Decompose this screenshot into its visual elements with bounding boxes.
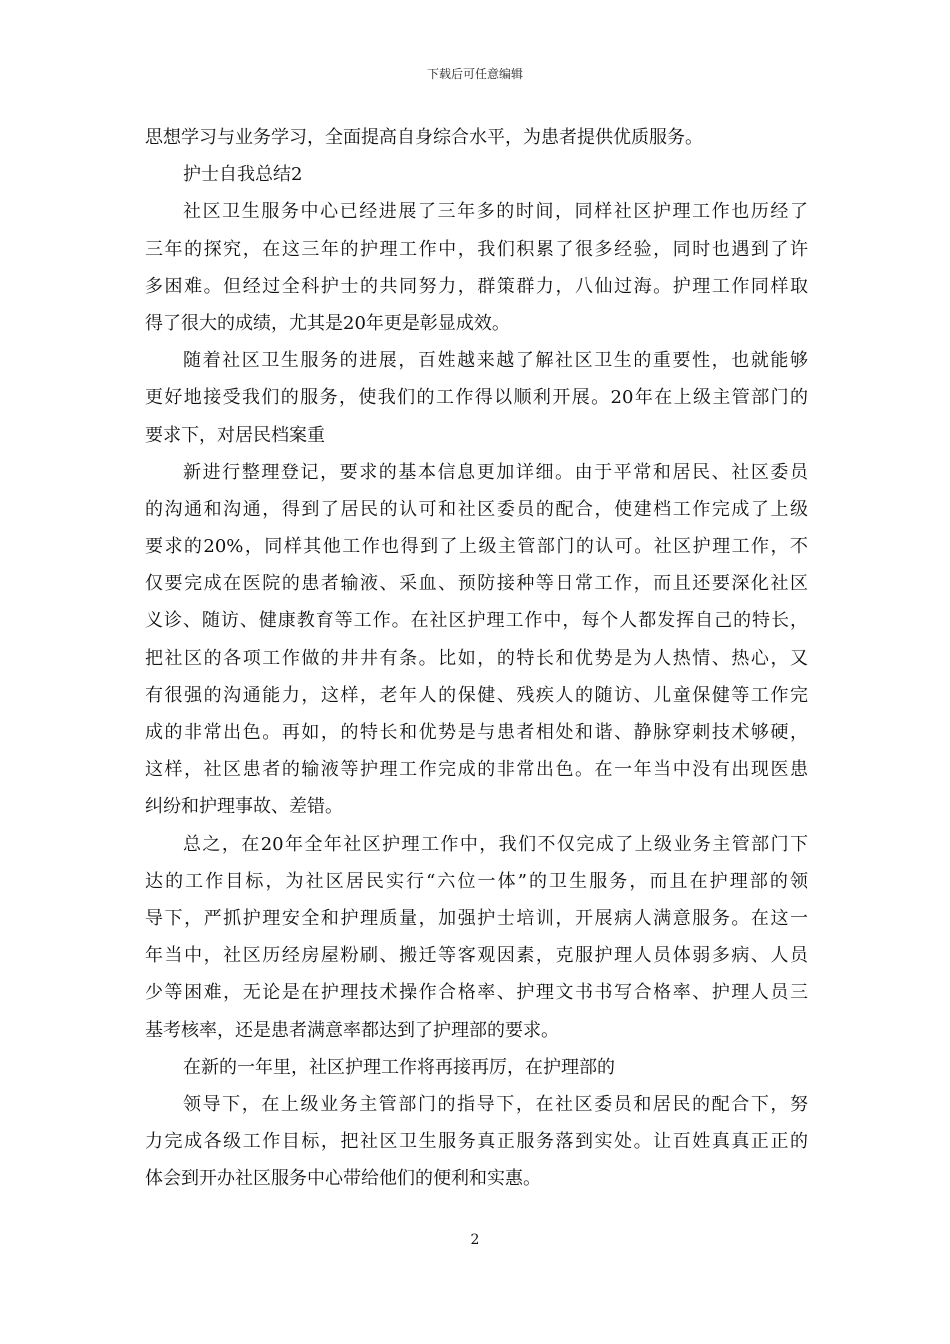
text-line: 三年的探究，在这三年的护理工作中，我们积累了很多经验，同时也遇到了许 xyxy=(145,238,808,260)
text-line: 义诊、随访、健康教育等工作。在社区护理工作中，每个人都发挥自己的特长， xyxy=(145,610,808,632)
text-line: 领导下，在上级业务主管部门的指导下，在社区委员和居民的配合下，努 xyxy=(183,1093,808,1115)
document-body xyxy=(145,119,808,1197)
page-number: 2 xyxy=(470,1232,480,1248)
text-line: 在新的一年里，社区护理工作将再接再厉，在护理部的 xyxy=(183,1056,615,1078)
text-line: 仅要完成在医院的患者输液、采血、预防接种等日常工作，而且还要深化社区 xyxy=(145,573,808,595)
text-line: 要求的20%，同样其他工作也得到了上级主管部门的认可。社区护理工作，不 xyxy=(145,536,808,558)
text-line: 少等困难，无论是在护理技术操作合格率、护理文书书写合格率、护理人员三 xyxy=(145,982,808,1004)
page-header: 下载后可任意编辑 xyxy=(426,67,523,81)
text-line: 导下，严抓护理安全和护理质量，加强护士培训，开展病人满意服务。在这一 xyxy=(145,907,808,929)
text-line: 年当中，社区历经房屋粉刷、搬迁等客观因素，克服护理人员体弱多病、人员 xyxy=(145,945,808,967)
text-line: 成的非常出色。再如，的特长和优势是与患者相处和谐、静脉穿刺技术够硬， xyxy=(145,722,808,743)
text-line: 达的工作目标，为社区居民实行“六位一体”的卫生服务，而且在护理部的领 xyxy=(145,870,808,892)
text-line: 力完成各级工作目标，把社区卫生服务真正服务落到实处。让百姓真真正正的 xyxy=(145,1131,808,1153)
text-line: 把社区的各项工作做的井井有条。比如，的特长和优势是为人热情、热心，又 xyxy=(145,647,808,669)
text-line: 要求下，对居民档案重 xyxy=(145,424,325,446)
text-line: 思想学习与业务学习，全面提高自身综合水平，为患者提供优质服务。 xyxy=(145,127,703,148)
text-line: 社区卫生服务中心已经进展了三年多的时间，同样社区护理工作也历经了 xyxy=(183,201,808,223)
text-line: 随着社区卫生服务的进展，百姓越来越了解社区卫生的重要性，也就能够 xyxy=(183,350,808,372)
text-line: 得了很大的成绩，尤其是20年更是彰显成效。 xyxy=(145,312,510,334)
text-line: 更好地接受我们的服务，使我们的工作得以顺利开展。20年在上级主管部门的 xyxy=(145,387,808,409)
text-line: 这样，社区患者的输液等护理工作完成的非常出色。在一年当中没有出现医患 xyxy=(145,759,808,781)
text-line: 多困难。但经过全科护士的共同努力，群策群力，八仙过海。护理工作同样取 xyxy=(145,275,808,297)
text-line: 总之，在20年全年社区护理工作中，我们不仅完成了上级业务主管部门下 xyxy=(183,833,808,855)
text-line: 新进行整理登记，要求的基本信息更加详细。由于平常和居民、社区委员 xyxy=(183,461,808,483)
text-line: 基考核率，还是患者满意率都达到了护理部的要求。 xyxy=(145,1019,559,1041)
text-line: 纠纷和护理事故、差错。 xyxy=(145,796,343,818)
text-line: 护士自我总结2 xyxy=(183,164,303,186)
text-line: 体会到开办社区服务中心带给他们的便利和实惠。 xyxy=(145,1168,541,1190)
text-line: 的沟通和沟通，得到了居民的认可和社区委员的配合，使建档工作完成了上级 xyxy=(145,498,808,520)
text-line: 有很强的沟通能力，这样，老年人的保健、残疾人的随访、儿童保健等工作完 xyxy=(145,684,808,706)
